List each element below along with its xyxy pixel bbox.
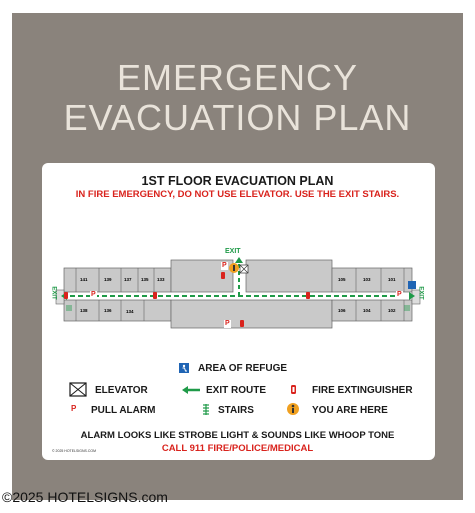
exit-route-icon <box>182 386 200 394</box>
exit-label-east: EXIT <box>417 286 424 300</box>
room-number: 139 <box>104 277 112 282</box>
copyright-text: ©2025 HOTELSIGNS.com <box>2 489 168 505</box>
call-note: CALL 911 FIRE/POLICE/MEDICAL <box>161 443 314 454</box>
room-number: 105 <box>338 277 346 282</box>
room-number: 135 <box>141 277 149 282</box>
room-number: 138 <box>80 308 88 313</box>
legend-area-of-refuge: AREA OF REFUGE <box>198 363 288 374</box>
room-number: 136 <box>104 308 112 313</box>
pull-alarm-plan-icon: P <box>91 291 96 298</box>
legend-pull-alarm: PULL ALARM <box>91 405 156 416</box>
pull-alarm-icon: P <box>71 404 77 413</box>
stairs-icon <box>203 404 209 415</box>
plan-title: 1ST FLOOR EVACUATION PLAN <box>141 174 334 188</box>
legend-stairs: STAIRS <box>218 405 254 416</box>
small-print: © 2025 HOTELSIGNS.COM <box>52 449 97 453</box>
room-number: 137 <box>124 277 132 282</box>
alarm-note: ALARM LOOKS LIKE STROBE LIGHT & SOUNDS LIKE WHOOP TONE <box>80 430 395 441</box>
room-number: 134 <box>126 309 134 314</box>
room-number: 106 <box>338 308 346 313</box>
room-number: 103 <box>363 277 371 282</box>
headline-line-1: EMERGENCY <box>116 57 359 98</box>
legend-exit-route: EXIT ROUTE <box>206 385 267 396</box>
room-number: 101 <box>388 277 396 282</box>
pull-alarm-plan-icon: P <box>397 291 402 298</box>
headline-line-2: EVACUATION PLAN <box>63 97 412 138</box>
exit-label-west: EXIT <box>50 286 57 300</box>
pull-alarm-plan-icon: P <box>225 320 230 327</box>
room-number: 104 <box>363 308 371 313</box>
legend-fire-extinguisher: FIRE EXTINGUISHER <box>312 385 413 396</box>
exit-label-north: EXIT <box>225 248 241 255</box>
room-number: 133 <box>157 277 165 282</box>
room-number: 102 <box>388 308 396 313</box>
room-number: 141 <box>80 277 88 282</box>
legend-elevator: ELEVATOR <box>95 385 148 396</box>
plan-warning: IN FIRE EMERGENCY, DO NOT USE ELEVATOR. USE THE EXIT STAIRS. <box>75 189 400 200</box>
legend-you-are-here: YOU ARE HERE <box>312 405 388 416</box>
pull-alarm-plan-icon: P <box>222 262 227 269</box>
